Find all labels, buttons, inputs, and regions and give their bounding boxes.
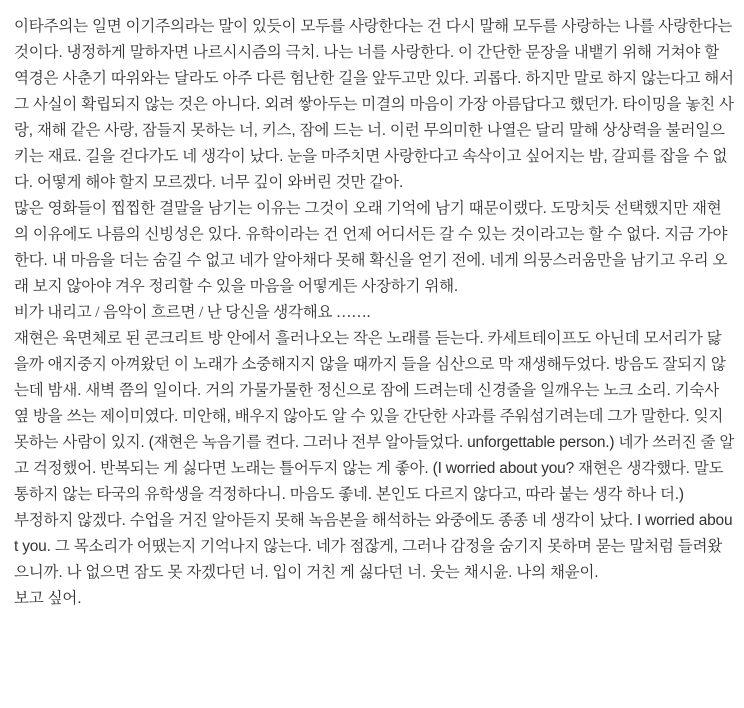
paragraph-dorm-song: 재현은 육면체로 된 콘크리트 방 안에서 흘러나오는 작은 노래를 듣는다. 카세트테이프도 아닌데 모서리가 닳을까 애지중지 아껴왔던 이 노래가 소중해지지 않을 때까지 들을 심산으로 막 재생해두었다. 방음도 잘되지 않는데 밤새. 새벽 쯤의 일이다. 거의 가물가물한 정신으로 잠에 드려는데 신경줄을 일깨우는 노크 소리. 기숙사 옆 방을 쓰는 제이미였다. 미안해, 배우지 않아도 알 수 있을 간단한 사과를 주워섬기려는데 그가 말한다. 잊지 못하는 사람이 있지. (재현은 녹음기를 켠다. 그러나 전부 알아들었다. unforgettable person.) 네가 쓰러진 줄 알고 걱정했어. 반복되는 게 싫다면 노래는 틀어두지 않는 게 좋아. (I worried about you? 재현은 생각했다. 말도 통하지 않는 타국의 유학생을 걱정하다니. 마음도 좋네. 본인도 다르지 않다고, 따라 붙는 생각 하나 더.) (14, 330, 735, 503)
paragraph-altruism: 이타주의는 일면 이기주의라는 말이 있듯이 모두를 사랑한다는 건 다시 말해 모두를 사랑하는 나를 사랑한다는 것이다. 냉정하게 말하자면 나르시시즘의 극치. 나는 너를 사랑한다. 이 간단한 문장을 내뱉기 위해 거쳐야 할 역경은 사춘기 따위와는 달라도 아주 다른 험난한 길을 앞두고만 있다. 괴롭다. 하지만 말로 하지 않는다고 해서 그 사실이 확립되지 않는 것은 아니다. 외려 쌓아두는 미결의 마음이 가장 아름답다고 했던가. 타이밍을 놓친 사랑, 재해 같은 사랑, 잠들지 못하는 너, 키스, 잠에 드는 너. 이런 무의미한 나열은 달리 말해 상상력을 불러일으키는 재료. 길을 걷다가도 네 생각이 났다. 눈을 마주치면 사랑한다고 속삭이고 싶어지는 밤, 갈피를 잡을 수 없다. 어떻게 해야 할지 모르겠다. 너무 깊이 와버린 것만 같아. (14, 18, 734, 191)
paragraph-i-worried-about-you: 부정하지 않겠다. 수업을 거진 알아듣지 못해 녹음본을 해석하는 와중에도 종종 네 생각이 났다. I worried about you. 그 목소리가 어땠는지 기억나지 않는다. 네가 점잖게, 그러나 감정을 숨기지 못하며 묻는 말처럼 들려왔으니까. 나 없으면 잠도 못 자겠다던 너. 입이 거친 게 싫다던 너. 웃는 채시윤. 나의 채윤이. (14, 512, 733, 581)
paragraph-movie-endings: 많은 영화들이 찝찝한 결말을 남기는 이유는 그것이 오래 기억에 남기 때문이랬다. 도망치듯 선택했지만 재현의 이유에도 나름의 신빙성은 있다. 유학이라는 건 언제 어디서든 갈 수 있는 것이라고는 할 수 없다. 지금 가야 한다. 내 마음을 더는 숨길 수 없고 네가 알아채다 못해 확신을 얻기 전에. 네게 의뭉스러움만을 남기고 우리 오래 보지 않아야 겨우 정리할 수 있을 마음을 어떻게든 사장하기 위해. (14, 200, 728, 295)
lyric-quote-line: 비가 내리고 / 음악이 흐르면 / 난 당신을 생각해요 ……. (14, 304, 371, 321)
paragraph-miss-you: 보고 싶어. (14, 590, 82, 607)
